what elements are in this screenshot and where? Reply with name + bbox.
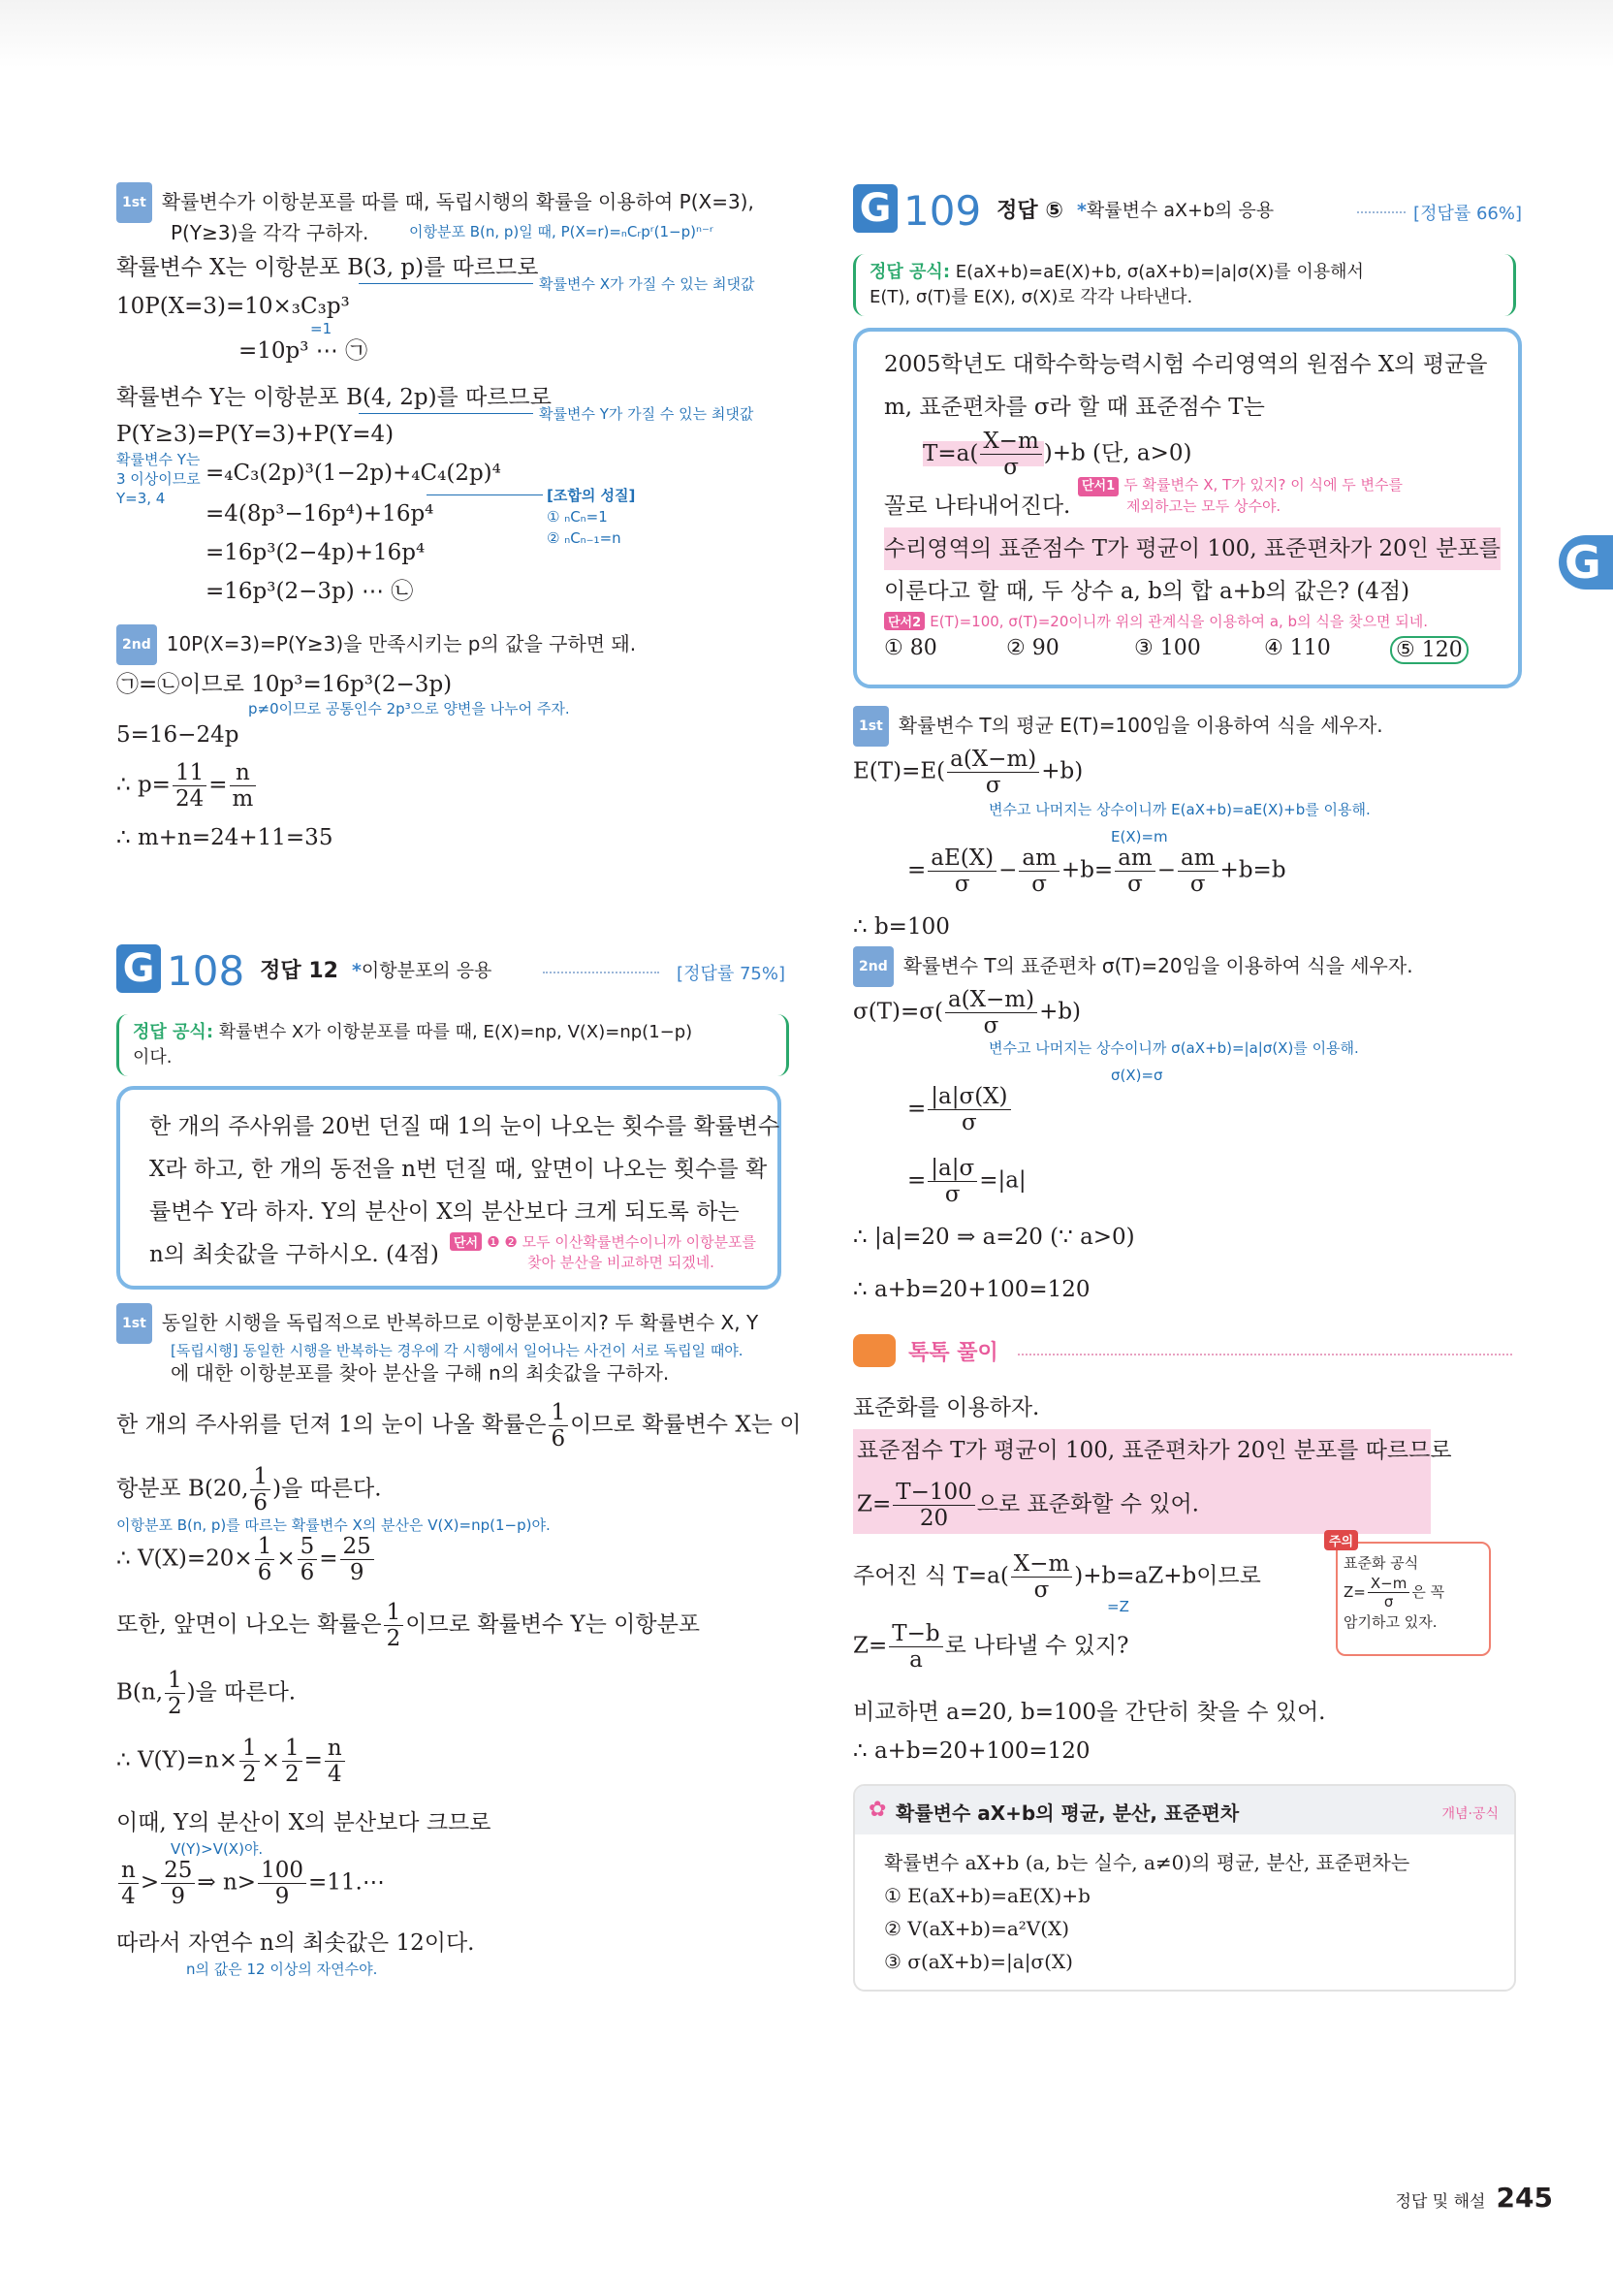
solution-line: P(Y≥3)=P(Y=3)+P(Y=4) — [116, 422, 395, 447]
hint-label: 단서2 — [884, 612, 925, 630]
section-letter-badge: G — [853, 184, 898, 233]
math-text: 항분포 B(20, — [116, 1476, 249, 1502]
math-text: )을 따른다. — [186, 1679, 297, 1706]
solution-line: 표준화를 이용하자. — [853, 1395, 1040, 1420]
question-number: 108 — [167, 947, 245, 995]
note: E(X)=m — [1111, 828, 1168, 845]
solution-line — [907, 1156, 1027, 1207]
formula-text: E(aX+b)=aE(X)+b, σ(aX+b)=|a|σ(X)를 이용해서 — [955, 262, 1364, 282]
denominator: 2 — [242, 1762, 257, 1787]
solution-line — [853, 1551, 1261, 1603]
math-text: 은 꼭 — [1411, 1583, 1445, 1601]
caution-line: 표준화 공식 — [1344, 1554, 1419, 1572]
step-badge: 2nd — [853, 946, 894, 987]
numerator: am — [1178, 845, 1218, 872]
math-text: T=a( — [923, 440, 979, 466]
fraction — [947, 747, 1039, 798]
denominator: σ — [954, 872, 970, 897]
correct-rate: [정답률 75%] — [677, 964, 785, 984]
numerator: 25 — [340, 1534, 374, 1560]
note: =1 — [310, 320, 332, 337]
numerator: n — [118, 1858, 139, 1884]
numerator: T−b — [889, 1621, 942, 1647]
fraction — [173, 760, 206, 812]
side-note-line: 3 이상이므로 — [116, 470, 201, 488]
solution-line — [907, 845, 1286, 897]
caution-text — [1344, 1551, 1444, 1634]
math-text: × — [261, 1747, 280, 1773]
solution-line — [857, 1480, 1199, 1531]
q109-problem-box — [853, 328, 1522, 688]
numerator: 1 — [549, 1400, 569, 1426]
denominator: σ — [1189, 872, 1206, 897]
numerator: 1 — [384, 1600, 404, 1626]
concept-line: ③ σ(aX+b)=|a|σ(X) — [884, 1950, 1073, 1973]
denominator: m — [232, 786, 254, 812]
step-2-line — [853, 946, 1413, 987]
step-2-line — [116, 624, 636, 665]
numerator: X−m — [1011, 1551, 1072, 1578]
hint-label: 단서1 — [1078, 477, 1119, 496]
solution-line — [116, 1400, 801, 1451]
numerator: n — [230, 760, 257, 786]
fraction — [928, 1156, 977, 1207]
caution-line: 암기하고 있자. — [1344, 1613, 1438, 1631]
solution-line: 표준점수 T가 평균이 100, 표준편차가 20인 분포를 따르므로 — [857, 1438, 1452, 1463]
denominator: σ — [983, 1013, 999, 1038]
solution-line: 비교하면 a=20, b=100을 간단히 찾을 수 있어. — [853, 1700, 1326, 1725]
numerator: |a|σ(X) — [928, 1084, 1010, 1110]
side-note-line: 확률변수 Y는 — [116, 451, 201, 468]
denominator: 9 — [274, 1884, 290, 1909]
solution-line — [116, 1858, 385, 1909]
math-text: = — [907, 857, 927, 883]
solution-line: =4(8p³−16p⁴)+16p⁴ — [206, 501, 434, 526]
math-text: ∴ V(Y)=n× — [116, 1747, 238, 1773]
math-text: > — [140, 1869, 160, 1896]
numerator: X−m — [980, 429, 1041, 455]
math-text: 로 나타낼 수 있지? — [944, 1633, 1129, 1659]
concept-tag: 개념·공식 — [1441, 1806, 1499, 1822]
independence-note: [독립시행] 동일한 시행을 반복하는 경우에 각 시행에서 일어나는 사건이 서로 독립일 때야. — [171, 1342, 743, 1359]
math-text: Z= — [1344, 1583, 1366, 1601]
solution-line — [116, 1736, 347, 1787]
numerator: 1 — [165, 1668, 185, 1694]
q108-header — [116, 944, 785, 999]
math-text: = — [319, 1546, 338, 1572]
math-text: = — [907, 1167, 927, 1194]
toktok-header — [853, 1334, 1512, 1373]
note: V(Y)>V(X)야. — [171, 1840, 264, 1858]
solution-line: ㉠=㉡이므로 10p³=16p³(2−3p) — [116, 672, 453, 697]
math-text: 이므로 확률변수 X는 이 — [570, 1412, 802, 1438]
math-text: E(T)=E( — [853, 758, 946, 784]
hint-text: E(T)=100, σ(T)=20이니까 위의 관계식을 이용하여 a, b의 식을 찾으면 되네. — [930, 613, 1429, 630]
concept-line: ② V(aX+b)=a²V(X) — [884, 1917, 1070, 1940]
solution-line: ∴ |a|=20 ⇒ a=20 (∵ a>0) — [853, 1225, 1135, 1250]
fraction — [1368, 1575, 1409, 1610]
correct-rate: [정답률 66%] — [1413, 204, 1522, 224]
solution-line: 이때, Y의 분산이 X의 분산보다 크므로 — [116, 1810, 491, 1835]
fraction — [118, 1858, 139, 1909]
numerator: a(X−m) — [945, 987, 1037, 1013]
fraction — [340, 1534, 374, 1585]
toktok-icon — [853, 1334, 896, 1367]
hint-text: 두 확률변수 X, T가 있지? 이 식에 두 변수를 — [1123, 476, 1403, 494]
fraction — [928, 845, 996, 897]
step-1-line — [116, 1303, 758, 1344]
concept-body — [884, 1846, 1409, 1978]
solution-line: 따라서 자연수 n의 최솟값은 12이다. — [116, 1930, 475, 1956]
math-text: )+b (단, a>0) — [1043, 440, 1192, 466]
note: 변수고 나머지는 상수이니까 σ(aX+b)=|a|σ(X)를 이용해. — [989, 1039, 1359, 1057]
numerator: 100 — [258, 1858, 306, 1884]
solution-line — [907, 1084, 1013, 1135]
q109-hint-2 — [884, 611, 1428, 631]
numerator: 25 — [161, 1858, 195, 1884]
fraction — [893, 1480, 975, 1531]
note: 변수고 나머지는 상수이니까 E(aX+b)=aE(X)+b를 이용해. — [989, 801, 1371, 818]
fraction — [1011, 1551, 1072, 1603]
numerator: 1 — [282, 1736, 302, 1762]
solution-line: 확률변수 Y는 이항분포 B(4, 2p)를 따르므로 — [116, 385, 552, 410]
step-text: 확률변수가 이항분포를 따를 때, 독립시행의 확률을 이용하여 P(X=3), — [161, 190, 754, 213]
math-text: Z= — [857, 1491, 892, 1517]
problem-line: n의 최솟값을 구하시오. (4점) — [149, 1242, 439, 1267]
denominator: 6 — [300, 1560, 315, 1585]
concept-title: 확률변수 aX+b의 평균, 분산, 표준편차 — [896, 1802, 1240, 1825]
denominator: 6 — [253, 1490, 269, 1515]
problem-line: 한 개의 주사위를 20번 던질 때 1의 눈이 나오는 횟수를 확률변수 — [149, 1114, 780, 1139]
page-footer — [1396, 2182, 1553, 2214]
formula-label: 정답 공식: — [133, 1022, 214, 1042]
denominator: σ — [962, 1110, 977, 1135]
combination-item: ① ₙCₙ=1 — [547, 508, 608, 526]
caution-line — [1344, 1575, 1444, 1610]
q108-hint — [450, 1231, 756, 1272]
fraction — [258, 1858, 306, 1909]
numerator: T−100 — [893, 1480, 975, 1506]
denominator: 6 — [551, 1426, 566, 1451]
answer-label: 정답 12 — [260, 959, 338, 983]
fraction — [230, 760, 257, 812]
step-text: 확률변수 T의 표준편차 σ(T)=20임을 이용하여 식을 세우자. — [902, 954, 1413, 977]
math-text: − — [1156, 857, 1177, 883]
toktok-title: 톡톡 풀이 — [908, 1340, 998, 1365]
problem-line: 수리영역의 표준점수 T가 평균이 100, 표준편차가 20인 분포를 — [884, 527, 1501, 570]
denominator: σ — [1033, 1578, 1050, 1603]
math-text: = — [303, 1747, 323, 1773]
denominator: σ — [985, 773, 1001, 798]
denominator: σ — [944, 1182, 961, 1207]
section-side-tab — [1559, 535, 1613, 590]
numerator: 11 — [173, 760, 206, 786]
note: n의 값은 12 이상의 자연수야. — [186, 1961, 378, 1978]
solution-line: ∴ m+n=24+11=35 — [116, 825, 333, 850]
math-text: +b= — [1060, 857, 1114, 883]
denominator: 24 — [174, 786, 205, 812]
topic — [1077, 200, 1274, 221]
solution-line — [853, 987, 1081, 1038]
denominator: 9 — [349, 1560, 364, 1585]
solution-line — [116, 1668, 296, 1719]
math-text: )을 따른다. — [272, 1476, 382, 1502]
step-badge: 2nd — [116, 624, 157, 665]
math-text: B(n, — [116, 1679, 163, 1706]
solution-line: 10P(X=3)=10×₃C₃p³ — [116, 294, 350, 319]
fraction — [255, 1534, 275, 1585]
top-faded-banner — [0, 0, 1613, 68]
note: =Z — [1107, 1598, 1129, 1615]
fraction — [384, 1600, 404, 1651]
choice-5-correct[interactable]: ⑤ 120 — [1390, 636, 1469, 664]
note: σ(X)=σ — [1111, 1067, 1163, 1084]
solution-line: =16p³(2−3p) ⋯ ㉡ — [206, 579, 414, 604]
combination-box — [547, 485, 635, 549]
solution-line: ∴ a+b=20+100=120 — [853, 1277, 1091, 1302]
math-text: 주어진 식 T=a( — [853, 1563, 1009, 1589]
solution-line: =10p³ ⋯ ㉠ — [238, 338, 368, 364]
math-text: Z= — [853, 1633, 888, 1659]
q109-hint-1 — [1078, 475, 1403, 516]
fraction — [239, 1736, 260, 1787]
solution-line — [116, 1534, 376, 1585]
solution-line: ∴ b=100 — [853, 914, 950, 940]
formula-text: 확률변수 X가 이항분포를 따를 때, E(X)=np, V(X)=np(1−p) — [218, 1022, 693, 1042]
solution-line: ∴ a+b=20+100=120 — [853, 1738, 1091, 1764]
side-note-line: Y=3, 4 — [116, 490, 166, 507]
q109-header — [853, 184, 1522, 239]
hint-label: 단서 — [450, 1232, 482, 1251]
q108-problem-box — [116, 1086, 781, 1290]
step-1-line — [853, 706, 1383, 747]
math-text: − — [998, 857, 1018, 883]
math-text: × — [276, 1546, 296, 1572]
denominator: 9 — [171, 1884, 186, 1909]
problem-line: 이룬다고 할 때, 두 상수 a, b의 합 a+b의 값은? (4점) — [884, 579, 1410, 604]
math-text: 한 개의 주사위를 던져 1의 눈이 나올 확률은 — [116, 1412, 547, 1438]
step-1-line2: 에 대한 이항분포를 찾아 분산을 구해 n의 최솟값을 구하자. — [171, 1361, 670, 1385]
answer-label: 정답 ⑤ — [996, 199, 1063, 223]
denominator: σ — [1127, 872, 1143, 897]
solution-line: 확률변수 X는 이항분포 B(3, p)를 따르므로 — [116, 255, 539, 280]
toktok-divider — [1018, 1354, 1512, 1355]
choice-3[interactable]: ③ 100 — [1134, 636, 1201, 660]
fraction — [980, 429, 1041, 480]
note: 이항분포 B(n, p)를 따르는 확률변수 X의 분산은 V(X)=np(1−p)야. — [116, 1516, 551, 1534]
note-arrow — [359, 283, 533, 284]
concept-line: 확률변수 aX+b (a, b는 실수, a≠0)의 평균, 분산, 표준편차는 — [884, 1851, 1410, 1874]
problem-line: 률변수 Y라 하자. Y의 분산이 X의 분산보다 크게 되도록 하는 — [149, 1199, 740, 1225]
choice-4[interactable]: ④ 110 — [1264, 636, 1331, 660]
formula-text: 이다. — [133, 1047, 173, 1068]
choice-1[interactable]: ① 80 — [884, 636, 937, 660]
math-text: ∴ p= — [116, 772, 171, 798]
fraction — [250, 1464, 270, 1515]
denominator: 2 — [284, 1762, 300, 1787]
solution-line: =₄C₃(2p)³(1−2p)+₄C₄(2p)⁴ — [206, 461, 501, 486]
topic-star: * — [1076, 200, 1087, 221]
formula-text: E(T), σ(T)를 E(X), σ(X)로 각각 나타낸다. — [870, 287, 1193, 307]
numerator: a(X−m) — [947, 747, 1039, 773]
problem-line: m, 표준편차를 σ라 할 때 표준점수 T는 — [884, 395, 1265, 420]
numerator: X−m — [1368, 1575, 1409, 1593]
topic-star: * — [351, 960, 362, 981]
math-text: +b) — [1041, 758, 1084, 784]
numerator: am — [1019, 845, 1060, 872]
step-text: 확률변수 T의 평균 E(T)=100임을 이용하여 식을 세우자. — [898, 714, 1383, 737]
problem-line: 꼴로 나타내어진다. — [884, 494, 1071, 519]
math-text: = — [907, 1096, 927, 1122]
note: 확률변수 Y가 가질 수 있는 최댓값 — [539, 405, 754, 423]
hint-text: ❶ ❷ 모두 이산확률변수이니까 이항분포를 — [487, 1233, 757, 1251]
math-text: = — [208, 772, 228, 798]
step-1-line2: P(Y≥3)을 각각 구하자. — [171, 221, 369, 244]
fraction — [325, 1736, 345, 1787]
footer-label: 정답 및 해설 — [1395, 2192, 1486, 2212]
page-number: 245 — [1496, 2182, 1553, 2214]
math-text: +b) — [1039, 999, 1082, 1025]
choice-2[interactable]: ② 90 — [1006, 636, 1060, 660]
denominator: 4 — [121, 1884, 136, 1909]
numerator: aE(X) — [928, 845, 996, 872]
side-note — [116, 450, 201, 508]
fraction — [928, 1084, 1010, 1135]
denominator: 20 — [919, 1506, 949, 1531]
problem-line: X라 하고, 한 개의 동전을 n번 던질 때, 앞면이 나오는 횟수를 확 — [149, 1157, 768, 1182]
combination-title: [조합의 성질] — [547, 487, 636, 504]
fraction — [549, 1400, 569, 1451]
math-text: =11.⋯ — [307, 1869, 385, 1896]
fraction — [161, 1858, 195, 1909]
fraction — [945, 987, 1037, 1038]
side-tab-letter: G — [1565, 536, 1601, 589]
step-badge: 1st — [853, 706, 889, 747]
problem-line: 2005학년도 대학수학능력시험 수리영역의 원점수 X의 평균을 — [884, 352, 1488, 377]
hint-text: 찾아 분산을 비교하면 되겠네. — [527, 1254, 714, 1271]
note: p≠0이므로 공통인수 2p³으로 양변을 나누어 주자. — [248, 700, 570, 718]
step-text: 동일한 시행을 독립적으로 반복하므로 이항분포이지? 두 확률변수 X, Y — [161, 1311, 759, 1334]
note: 확률변수 X가 가질 수 있는 최댓값 — [539, 275, 755, 293]
step-1-note: 이항분포 B(n, p)일 때, P(X=r)=ₙCᵣpʳ(1−p)ⁿ⁻ʳ — [409, 223, 713, 240]
solution-line — [116, 1600, 700, 1651]
concept-line: ① E(aX+b)=aE(X)+b — [884, 1884, 1091, 1907]
fraction — [1178, 845, 1218, 897]
fraction — [889, 1621, 942, 1673]
math-text: ∴ V(X)=20× — [116, 1546, 253, 1572]
numerator: |a|σ — [928, 1156, 977, 1182]
denominator: 2 — [386, 1626, 401, 1651]
math-text: )+b=aZ+b이므로 — [1074, 1563, 1261, 1589]
denominator: σ — [1383, 1593, 1394, 1610]
fraction — [165, 1668, 185, 1719]
solution-line: 5=16−24p — [116, 722, 239, 748]
fraction — [298, 1534, 318, 1585]
math-text: ⇒ n> — [197, 1869, 257, 1896]
denominator: 6 — [257, 1560, 272, 1585]
step-text: 10P(X=3)=P(Y≥3)을 만족시키는 p의 값을 구하면 돼. — [166, 632, 637, 655]
denominator: a — [909, 1647, 923, 1673]
fraction — [1115, 845, 1155, 897]
section-letter-badge: G — [116, 944, 161, 993]
question-number: 109 — [903, 187, 982, 235]
q108-formula — [116, 1014, 789, 1076]
dotted-leader — [543, 972, 659, 973]
step-badge: 1st — [116, 1303, 152, 1344]
math-text: 또한, 앞면이 나오는 확률은 — [116, 1611, 382, 1638]
fraction — [1019, 845, 1060, 897]
fraction — [282, 1736, 302, 1787]
step-badge: 1st — [116, 182, 152, 223]
concept-header — [855, 1786, 1514, 1834]
caution-box — [1329, 1535, 1491, 1656]
dotted-leader — [1357, 211, 1406, 213]
denominator: 2 — [168, 1694, 182, 1719]
denominator: σ — [1003, 455, 1019, 480]
numerator: am — [1115, 845, 1155, 872]
combination-item: ② ₙCₙ₋₁=n — [547, 529, 621, 547]
solution-line — [116, 1464, 382, 1515]
topic-text: 확률변수 aX+b의 응용 — [1086, 200, 1275, 221]
topic — [352, 960, 491, 981]
numerator: n — [325, 1736, 345, 1762]
numerator: 1 — [255, 1534, 275, 1560]
note-arrow — [427, 494, 543, 495]
numerator: 1 — [239, 1736, 260, 1762]
hint-text: 제외하고는 모두 상수야. — [1126, 497, 1281, 515]
math-text: =|a| — [979, 1167, 1027, 1194]
solution-line — [853, 747, 1083, 798]
solution-line — [116, 760, 258, 812]
flower-icon: ✿ — [869, 1798, 887, 1822]
math-text: 이므로 확률변수 Y는 이항분포 — [405, 1611, 701, 1638]
topic-text: 이항분포의 응용 — [361, 960, 492, 981]
caution-label: 주의 — [1324, 1530, 1358, 1550]
note-arrow — [359, 413, 533, 414]
concept-box — [853, 1784, 1516, 1992]
solution-line: =16p³(2−4p)+16p⁴ — [206, 540, 426, 565]
numerator: 1 — [250, 1464, 270, 1490]
highlighted-formula — [923, 429, 1044, 480]
q109-formula — [853, 254, 1516, 316]
solution-line — [853, 1621, 1128, 1673]
math-text: 으로 표준화할 수 있어. — [976, 1491, 1199, 1517]
numerator: 5 — [298, 1534, 318, 1560]
denominator: 4 — [327, 1762, 342, 1787]
math-text: +b=b — [1219, 857, 1286, 883]
formula-label: 정답 공식: — [870, 262, 951, 282]
denominator: σ — [1031, 872, 1047, 897]
math-text: σ(T)=σ( — [853, 999, 943, 1025]
